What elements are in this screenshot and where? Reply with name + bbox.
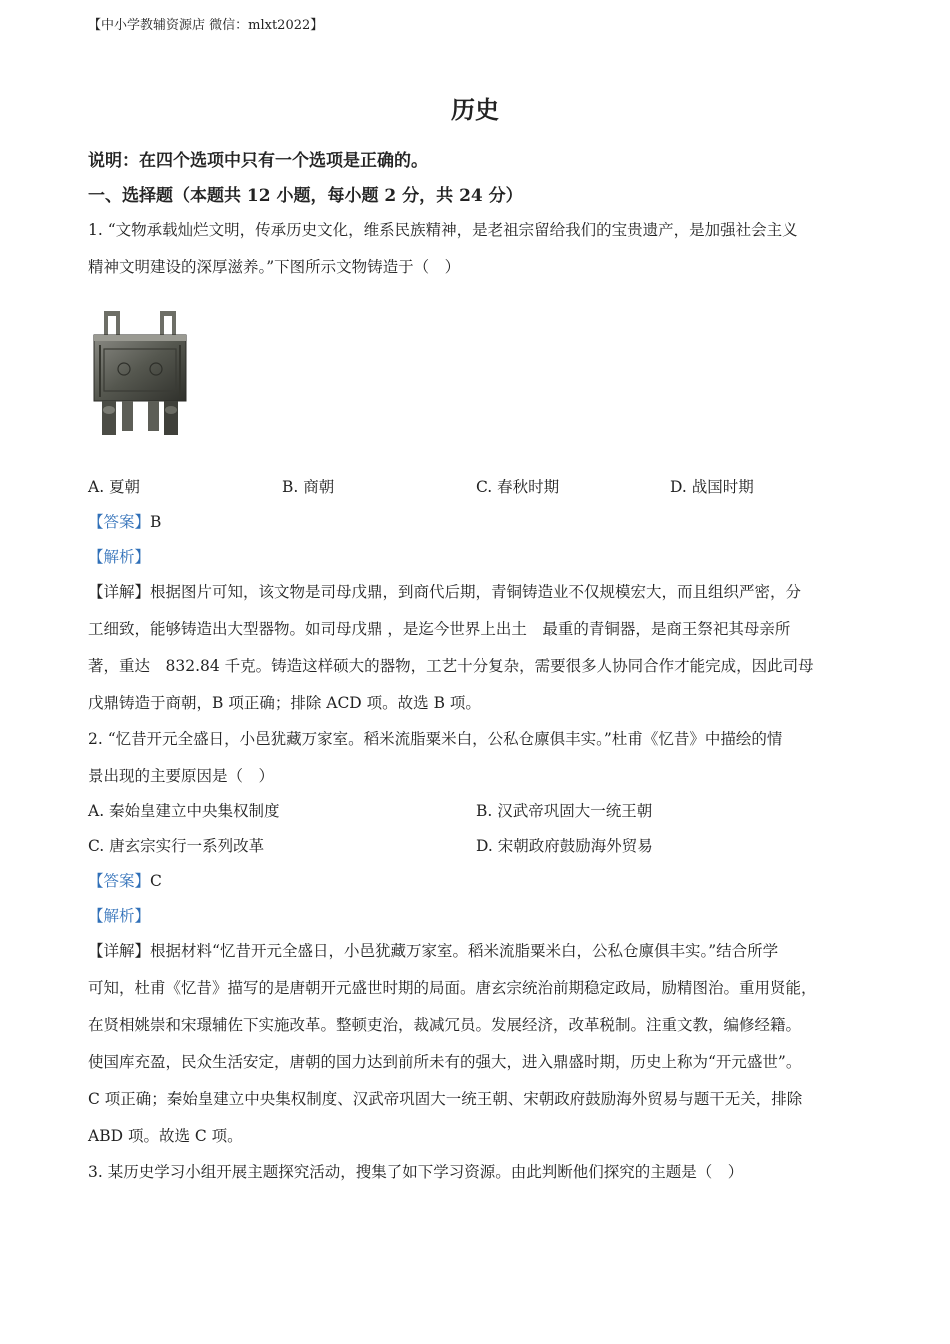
- q1-stem-line2: 精神文明建设的深厚滋养。”下图所示文物铸造于（ ）: [88, 258, 461, 276]
- detail-text: 根据材料“忆昔开元全盛日，小邑犹藏万家室。稻米流脂粟米白，公私仓廪俱丰实。”结合所学: [150, 942, 779, 960]
- q1-option-c: C. 春秋时期: [476, 478, 560, 496]
- detail-tag: 【详解】: [88, 942, 151, 960]
- q1-stem-line1: 1. “文物承载灿烂文明，传承历史文化，维系民族精神，是老祖宗留给我们的宝贵遗产，是加强社会主义: [88, 221, 798, 239]
- instruction-text: 说明：在四个选项中只有一个选项是正确的。: [88, 151, 428, 171]
- q1-option-b: B. 商朝: [282, 478, 335, 496]
- answer-tag: 【答案】: [88, 872, 151, 890]
- q1-detail-line2: 工细致，能够铸造出大型器物。如司母戊鼎 ，是迄今世界上出土 最重的青铜器，是商王祭祀其母亲所: [88, 620, 791, 638]
- q2-option-c: C. 唐玄宗实行一系列改革: [88, 837, 265, 855]
- detail-text: 根据图片可知，该文物是司母戊鼎，到商代后期，青铜铸造业不仅规模宏大，而且组织严密，分: [150, 583, 802, 601]
- answer-tag: 【答案】: [88, 513, 151, 531]
- q2-option-d: D. 宋朝政府鼓励海外贸易: [476, 837, 653, 855]
- page-title: 历史: [451, 95, 499, 124]
- watermark-text: 【中小学教辅资源店 微信：mlxt2022】: [88, 18, 324, 33]
- q1-detail-line3: 著，重达 832.84 千克。铸造这样硕大的器物，工艺十分复杂，需要很多人协同合作才能完成，因此司母: [88, 657, 814, 675]
- q2-answer: [88, 869, 162, 891]
- q1-detail-line1: [88, 580, 801, 602]
- q2-detail-line2: 可知，杜甫《忆昔》描写的是唐朝开元盛世时期的局面。唐玄宗统治前期稳定政局，励精图治。重用贤能，: [88, 979, 817, 997]
- q2-detail-line1: [88, 939, 778, 961]
- q2-stem-line2: 景出现的主要原因是（ ）: [88, 767, 275, 785]
- answer-value: C: [150, 872, 162, 890]
- q2-stem-line1: 2. “忆昔开元全盛日，小邑犹藏万家室。稻米流脂粟米白，公私仓廪俱丰实。”杜甫《忆昔》中描绘的情: [88, 730, 783, 748]
- q1-option-a: A. 夏朝: [88, 478, 141, 496]
- q1-answer: [88, 510, 161, 532]
- q1-option-d: D. 战国时期: [670, 478, 754, 496]
- bronze-ding-image: [90, 305, 190, 440]
- q3-stem-line1: 3. 某历史学习小组开展主题探究活动，搜集了如下学习资源。由此判断他们探究的主题是（ ）: [88, 1163, 744, 1181]
- q2-detail-line4: 使国库充盈，民众生活安定，唐朝的国力达到前所未有的强大，进入鼎盛时期，历史上称为“开元盛世”。: [88, 1053, 802, 1071]
- q2-option-a: A. 秦始皇建立中央集权制度: [88, 802, 280, 820]
- q2-option-b: B. 汉武帝巩固大一统王朝: [476, 802, 653, 820]
- q2-analysis-tag: 【解析】: [88, 907, 151, 925]
- answer-value: B: [150, 513, 162, 531]
- q2-detail-line3: 在贤相姚崇和宋璟辅佐下实施改革。整顿吏治，裁减冗员。发展经济，改革税制。注重文教，编修经籍。: [88, 1016, 802, 1034]
- detail-tag: 【详解】: [88, 583, 151, 601]
- q1-detail-line4: 戊鼎铸造于商朝，B 项正确；排除 ACD 项。故选 B 项。: [88, 694, 481, 712]
- section-heading: 一、选择题（本题共 12 小题，每小题 2 分，共 24 分）: [88, 186, 523, 206]
- q2-detail-line6: ABD 项。故选 C 项。: [88, 1127, 243, 1145]
- q1-analysis-tag: 【解析】: [88, 548, 151, 566]
- q2-detail-line5: C 项正确；秦始皇建立中央集权制度、汉武帝巩固大一统王朝、宋朝政府鼓励海外贸易与题干无关，排除: [88, 1090, 803, 1108]
